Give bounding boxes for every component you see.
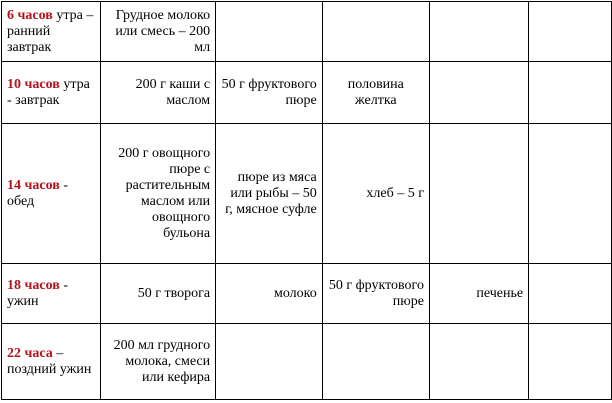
food-cell: половина желтка	[322, 62, 429, 124]
food-cell: 200 мл грудного молока, смеси или кефира	[100, 324, 215, 400]
food-cell	[429, 62, 528, 124]
meal-time-cell	[2, 2, 101, 62]
meal-time-highlight: 22 часа	[7, 345, 53, 361]
food-cell	[216, 2, 323, 62]
meal-time-highlight: 10 часов	[7, 76, 60, 92]
food-cell	[429, 124, 528, 264]
food-cell: 200 г каши с маслом	[100, 62, 215, 124]
food-cell: 200 г овощного пюре с растительным маслом или овощного бульона	[100, 124, 215, 264]
food-cell: хлеб – 5 г	[322, 124, 429, 264]
food-cell	[429, 324, 528, 400]
food-cell: 50 г фруктового пюре	[216, 62, 323, 124]
food-cell	[529, 124, 612, 264]
meal-time-label: – поздний ужин	[7, 345, 92, 377]
meal-time-label: - ужин	[7, 277, 68, 309]
food-cell	[322, 324, 429, 400]
food-cell	[529, 324, 612, 400]
table-row	[2, 324, 612, 400]
meal-time-label: - обед	[7, 177, 68, 209]
food-cell: Грудное молоко или смесь – 200 мл	[100, 2, 215, 62]
food-cell: 50 г творога	[100, 264, 215, 324]
food-cell: пюре из мяса или рыбы – 50 г, мясное суфле	[216, 124, 323, 264]
food-cell	[429, 2, 528, 62]
food-cell: молоко	[216, 264, 323, 324]
meal-time-highlight: 14 часов	[7, 177, 60, 193]
meal-time-cell	[2, 264, 101, 324]
table-row	[2, 264, 612, 324]
food-cell	[322, 2, 429, 62]
food-cell: 50 г фруктового пюре	[322, 264, 429, 324]
meal-time-cell	[2, 324, 101, 400]
meal-time-cell	[2, 124, 101, 264]
food-cell	[216, 324, 323, 400]
food-cell	[529, 264, 612, 324]
meal-time-highlight: 6 часов	[7, 7, 53, 23]
food-cell	[529, 2, 612, 62]
meal-time-cell	[2, 62, 101, 124]
food-cell: печенье	[429, 264, 528, 324]
meal-time-highlight: 18 часов	[7, 277, 60, 293]
table-row	[2, 2, 612, 62]
food-cell	[529, 62, 612, 124]
table-row	[2, 62, 612, 124]
table-row	[2, 124, 612, 264]
meal-time-label: утра - завтрак	[7, 76, 90, 108]
meal-time-label: утра – ранний завтрак	[7, 7, 94, 55]
feeding-schedule-table	[1, 1, 612, 400]
